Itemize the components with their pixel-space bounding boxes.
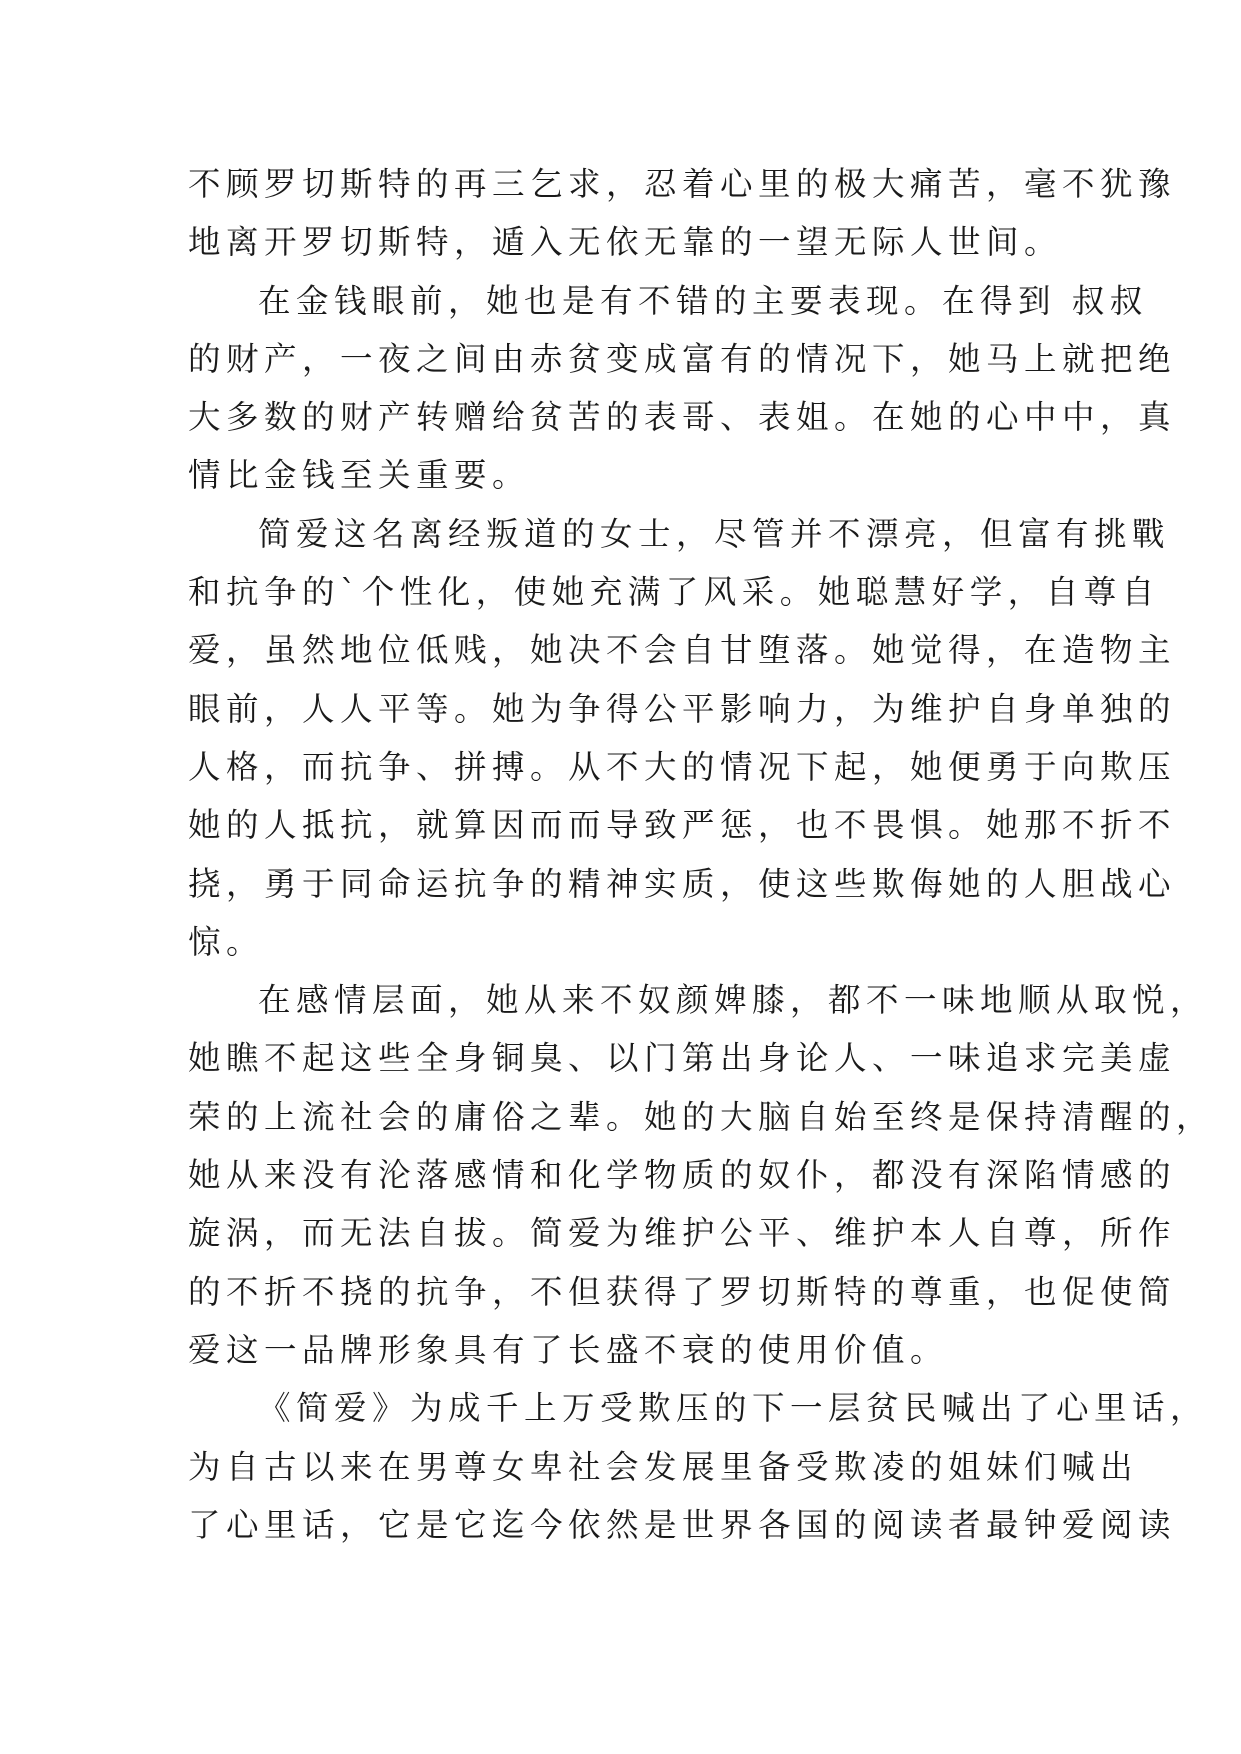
text-line: 在金钱眼前，她也是有不错的主要表现。在得到 叔叔 [258,281,1148,320]
text-line: 的不折不挠的抗争，不但获得了罗切斯特的尊重，也促使简 [188,1272,1177,1311]
text-line: 爱这一品牌形象具有了长盛不衰的使用价值。 [188,1330,949,1369]
text-line: 惊。 [188,922,265,961]
text-line: 荣的上流社会的庸俗之辈。她的大脑自始至终是保持清醒的， [188,1097,1215,1136]
text-line: 和抗争的`个性化，使她充满了风采。她聪慧好学，自尊自 [188,573,1160,612]
text-line: 的财产，一夜之间由赤贫变成富有的情况下，她马上就把绝 [188,339,1177,378]
text-line: 简爱这名离经叛道的女士，尽管并不漂亮，但富有挑戰 [258,514,1171,553]
text-line: 眼前，人人平等。她为争得公平影响力，为维护自身单独的 [188,689,1177,728]
text-line: 人格，而抗争、拼搏。从不大的情况下起，她便勇于向欺压 [188,747,1177,786]
text-line: 大多数的财产转赠给贫苦的表哥、表姐。在她的心中中，真 [188,398,1177,437]
text-line: 情比金钱至关重要。 [188,456,531,495]
text-line: 她瞧不起这些全身铜臭、以门第出身论人、一味追求完美虚 [188,1039,1177,1078]
text-line: 在感情层面，她从来不奴颜婢膝，都不一味地顺从取悦， [258,981,1209,1020]
text-line: 《简爱》为成千上万受欺压的下一层贫民喊出了心里话， [258,1389,1209,1428]
text-line: 旋涡，而无法自拔。简爱为维护公平、维护本人自尊，所作 [188,1214,1177,1253]
text-line: 爱，虽然地位低贱，她决不会自甘堕落。她觉得，在造物主 [188,631,1177,670]
text-line: 挠，勇于同命运抗争的精神实质，使这些欺侮她的人胆战心 [188,864,1177,903]
text-line: 她的人抵抗，就算因而而导致严惩，也不畏惧。她那不折不 [188,806,1177,845]
text-line: 为自古以来在男尊女卑社会发展里备受欺凌的姐妹们喊出 [188,1447,1139,1486]
text-line: 地离开罗切斯特，遁入无依无靠的一望无际人世间。 [188,223,1063,262]
text-line: 不顾罗切斯特的再三乞求，忍着心里的极大痛苦，毫不犹豫 [188,165,1177,203]
text-line: 她从来没有沦落感情和化学物质的奴仆，都没有深陷情感的 [188,1156,1177,1195]
text-line: 了心里话，它是它迄今依然是世界各国的阅读者最钟爱阅读 [188,1505,1177,1544]
document-body [188,155,1215,1554]
